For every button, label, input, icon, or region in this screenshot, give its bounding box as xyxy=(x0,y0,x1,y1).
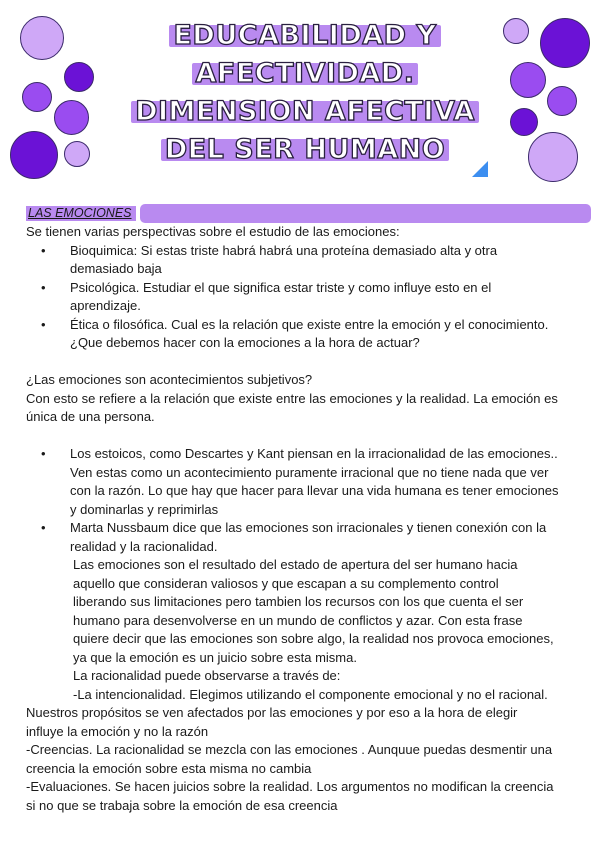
paragraph-line: si no que se trabaja sobre la emoción de esa creencia xyxy=(26,797,338,813)
paragraph-line: influye la emoción y no la razón xyxy=(26,723,209,739)
list-item xyxy=(26,445,574,519)
decorative-circle xyxy=(540,18,590,68)
title-line: DIMENSION AFECTIVA xyxy=(131,95,479,128)
document-body xyxy=(26,223,574,815)
bullet-icon: • xyxy=(41,242,46,258)
paragraph-line: creencia la emoción sobre esta misma no cambia xyxy=(26,760,312,776)
paragraph-line: Las emociones son el resultado del estado de apertura del ser humano hacia xyxy=(73,557,518,572)
bullet-icon: • xyxy=(41,279,46,295)
paragraph-line: liberando sus limitaciones pero tambien los recursos con los que cuenta el ser xyxy=(73,594,524,609)
paragraph-line: ya que la emoción es un juicio sobre esta misma. xyxy=(73,649,357,665)
paragraph: única de una persona. xyxy=(26,409,155,424)
page-title xyxy=(120,16,490,168)
decorative-circle xyxy=(510,108,538,136)
title-line: EDUCABILIDAD Y xyxy=(169,19,440,52)
list-item-text: Ven estas como un acontecimiento puramente irracional que no tiene nada que ver xyxy=(70,464,549,480)
decorative-circle xyxy=(547,86,577,116)
paragraph-line: quiere decir que las emociones son sobre algo, la realidad nos provoca emociones, xyxy=(73,631,554,646)
list-item-text: aprendizaje. xyxy=(70,298,141,313)
list-item xyxy=(26,242,574,279)
bullet-icon: • xyxy=(41,520,46,535)
decorative-circle xyxy=(528,132,578,182)
list-item-text: ¿Que debemos hacer con la emociones a la hora de actuar? xyxy=(70,335,420,350)
decorative-circle xyxy=(22,82,52,112)
list-item-text: realidad y la racionalidad. xyxy=(70,538,218,554)
paragraph-line: Nuestros propósitos se ven afectados por las emociones y por eso a la hora de elegir xyxy=(26,705,518,720)
decorative-circle xyxy=(64,141,90,167)
question-line: ¿Las emociones son acontecimientos subjetivos? xyxy=(26,372,313,387)
list-item-text: Marta Nussbaum dice que las emociones son irracionales y tienen conexión con la xyxy=(70,520,547,535)
paragraph-line: La racionalidad puede observarse a través de: xyxy=(73,668,341,683)
paragraph-line: -Evaluaciones. Se hacen juicios sobre la realidad. Los argumentos no modifican la creencia xyxy=(26,779,554,794)
section-heading: LAS EMOCIONES xyxy=(26,206,136,221)
decorative-circle xyxy=(64,62,94,92)
list-item xyxy=(26,519,574,556)
paragraph-line: humano para desenvolverse en un mundo de conflictos y azar. Con esta frase xyxy=(73,612,523,628)
list-item xyxy=(26,279,574,316)
paragraph-line: aquello que consideran valiosos y que escapan a su complemento control xyxy=(73,575,499,591)
decorative-circle xyxy=(10,131,58,179)
list-item-text: Bioquimica: Si estas triste habrá habrá una proteína demasiado alta y otra xyxy=(70,242,498,258)
paragraph: Con esto se refiere a la relación que existe entre las emociones y la realidad. La emoción es xyxy=(26,390,558,406)
title-line: AFECTIVIDAD. xyxy=(192,57,419,90)
list-item-text: y dominarlas y reprimirlas xyxy=(70,501,219,517)
decorative-circle xyxy=(20,16,64,60)
list-item-text: Ética o filosófica. Cual es la relación que existe entre la emoción y el conocimiento. xyxy=(70,316,549,332)
decorative-circle xyxy=(510,62,546,98)
paragraph: Se tienen varias perspectivas sobre el estudio de las emociones: xyxy=(26,224,400,239)
list-item-text: Psicológica. Estudiar el que significa estar triste y como influye esto en el xyxy=(70,279,492,295)
title-line: DEL SER HUMANO xyxy=(161,133,449,166)
corner-triangle-icon xyxy=(472,161,488,177)
paragraph-line: -La intencionalidad. Elegimos utilizando el componente emocional y no el racional. xyxy=(73,686,548,702)
list-item-text: Los estoicos, como Descartes y Kant piensan en la irracionalidad de las emociones.. xyxy=(70,446,558,461)
indented-paragraph xyxy=(26,556,574,686)
list-item-text: con la razón. Lo que hay que hacer para llevar una vida humana es tener emociones xyxy=(70,483,559,498)
bullet-icon: • xyxy=(41,316,46,332)
bullet-icon: • xyxy=(41,446,46,461)
section-highlight-bar xyxy=(140,204,591,223)
decorative-circle xyxy=(503,18,529,44)
paragraph-line: -Creencias. La racionalidad se mezcla con las emociones . Aunquue puedas desmentir una xyxy=(26,742,553,757)
list-item-text: demasiado baja xyxy=(70,261,162,276)
decorative-circle xyxy=(54,100,89,135)
list-item xyxy=(26,316,574,353)
